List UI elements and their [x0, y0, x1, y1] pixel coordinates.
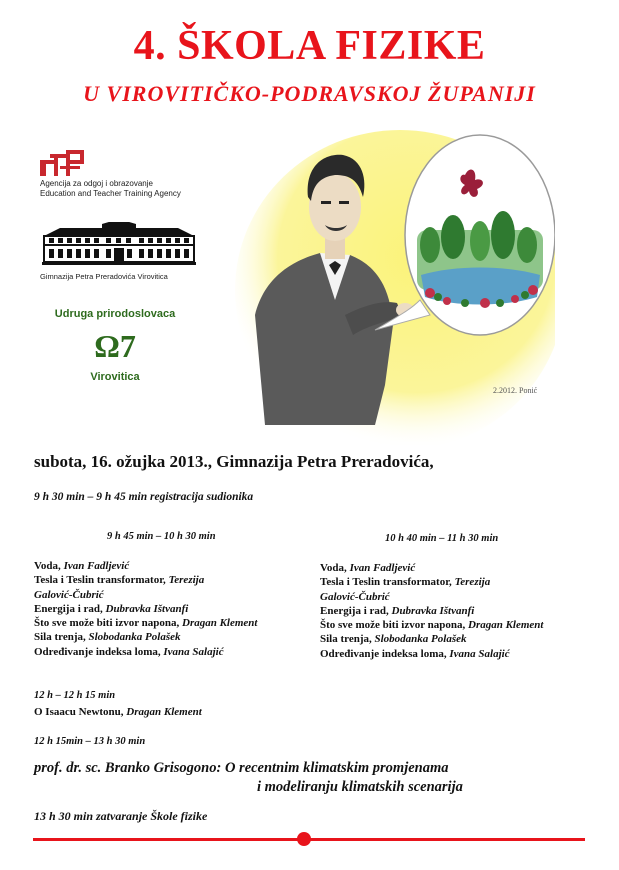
lecture-line-1: prof. dr. sc. Branko Grisogono: O recentnim klimatskim promjenama — [34, 760, 449, 776]
list-item: Određivanje indeksa loma, Ivana Salajić — [320, 647, 510, 660]
school-building-icon — [40, 222, 198, 266]
gymnasium-name: Gimnazija Petra Preradovića Virovitica — [40, 272, 168, 281]
agency-name-hr: Agencija za odgoj i obrazovanje — [40, 179, 153, 188]
page-subtitle: U VIROVITIČKO-PODRAVSKOJ ŽUPANIJI — [83, 81, 536, 106]
session-1-list — [34, 559, 257, 659]
agency-name-en: Education and Teacher Training Agency — [40, 189, 181, 198]
list-item: Sila trenja, Slobodanka Polašek — [34, 631, 181, 644]
association-symbol: Ω7 — [94, 328, 136, 364]
session-2-time: 10 h 40 min – 11 h 30 min — [385, 533, 499, 544]
list-item: Energija i rad, Dubravka Ištvanfi — [320, 604, 475, 617]
artist-signature: 2.2012. Ponić — [493, 386, 538, 395]
list-item: Sila trenja, Slobodanka Polašek — [320, 633, 467, 646]
list-item: Voda, Ivan Fadljević — [34, 560, 130, 572]
closing-line: 13 h 30 min zatvaranje Škole fizike — [34, 809, 208, 823]
agency-logo — [40, 150, 240, 199]
list-item: Energija i rad, Dubravka Ištvanfi — [34, 602, 189, 615]
agency-mark-icon — [40, 150, 86, 176]
event-date: subota, 16. ožujka 2013., Gimnazija Petra Preradovića, — [34, 452, 434, 471]
list-item: Galović-Čubrić — [34, 588, 104, 601]
registration-time: 9 h 30 min – 9 h 45 min registracija sudionika — [34, 491, 254, 503]
list-item: Što sve može biti izvor napona, Dragan Klement — [320, 619, 544, 632]
noon-time: 12 h – 12 h 15 min — [34, 690, 116, 701]
list-item: Galović-Čubrić — [320, 590, 390, 603]
list-item: Određivanje indeksa loma, Ivana Salajić — [34, 645, 224, 658]
page-title: 4. ŠKOLA FIZIKE — [133, 23, 486, 69]
footer-dot — [297, 832, 311, 846]
list-item: Što sve može biti izvor napona, Dragan Klement — [34, 617, 258, 630]
gymnasium-logo — [40, 222, 200, 281]
noon-talk: O Isaacu Newtonu, Dragan Klement — [34, 706, 202, 718]
session-1-time: 9 h 45 min – 10 h 30 min — [107, 531, 216, 542]
lecture-line-2: i modeliranju klimatskih scenarija — [257, 779, 463, 795]
list-item: Tesla i Teslin transformator, Terezija — [34, 574, 205, 587]
lecture-time: 12 h 15min – 13 h 30 min — [34, 736, 146, 747]
list-item: Tesla i Teslin transformator, Terezija — [320, 576, 491, 589]
list-item: Voda, Ivan Fadljević — [320, 562, 416, 574]
session-2-list — [320, 561, 543, 661]
tesla-illustration — [225, 125, 555, 445]
association-city: Virovitica — [90, 371, 140, 383]
association-name: Udruga prirodoslovaca — [54, 308, 176, 320]
